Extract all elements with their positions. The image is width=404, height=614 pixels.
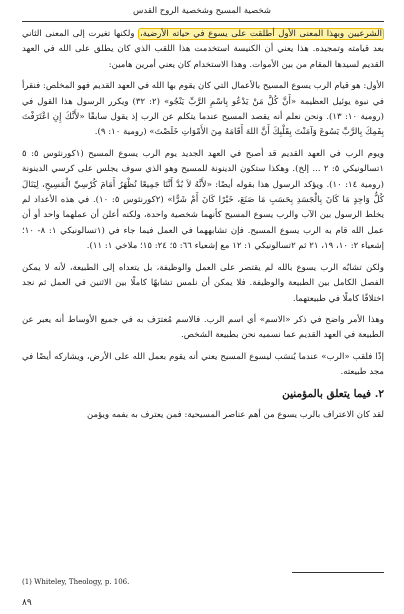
page-body [22,27,384,429]
paragraph-6: إذًا فلقب «الرب» عندما يُنسَب ليسوع المسيح يعني أنه يقوم بعمل الله على الأرض، ويشاركه أيضًا في مجد طبيعته. [22,351,384,378]
highlighted-sentence: الشرعيين وبهذا المعنى الأول أطلقت على يسوع في حياته الأرضية، [140,29,382,39]
paragraph-2: الأول: هو قيام الرب يسوع المسيح بالأعمال التي كان يقوم بها الله في العهد القديم فهو المخلص: فنقرأ في نبوة يوئيل العظيمة «أَنَّ كُلَّ مَنْ يَدْعُو بِاسْمِ الرَّبِّ يَنْجُو» (٢: ٣٢) ويكرر الرسول هذا القول في (رومية ١٠: ١٣). ونحن نعلم أنه يقصد المسيح عندما يتكلم عن الرب إذ يقول سابقًا «لأَنَّكَ إِنِ اعْتَرَفْتَ بِفَمِكَ بِالرَّبِّ يَسُوعَ وَآمَنْتَ بِقَلْبِكَ أَنَّ اللهَ أَقَامَهُ مِنَ الأَمْوَاتِ خَلَصْتَ» (رومية ١٠: ٩). [22,81,384,138]
running-header: شخصية المسيح وشخصية الروح القدس [133,6,271,16]
footnote-rule [292,572,384,573]
paragraph-3: ويوم الرب في العهد القديم قد أصبح في العهد الجديد يوم الرب يسوع المسيح (١كورنثوس ٥: ٥ ١تسالونيكي ٥: ٢ ... إلخ). وهكذا ستكون الدينونة للمسيح وهو الذي سوف يجلس على كرسي الدينونة (رومية ١٤: ١٠). ويؤكد الرسول هذا بقوله أيضًا: «لأَنَّهُ لاَ بُدَّ أَنَّنَا جَمِيعًا نُظْهَرُ أَمَامَ كُرْسِيِّ الْمَسِيحِ، لِيَنَالَ كُلُّ وَاحِدٍ مَا كَانَ بِالْجَسَدِ بِحَسَبِ مَا صَنَعَ، خَيْرًا كَانَ أَمْ شَرًّا» (٢كورنثوس ٥: ١٠). في هذه الأعداد لم يخلط الرسول بين الآب والرب يسوع المسيح كأنهما شخصية واحدة، ولكنه أعلن أن عملهما واحد أو أن عمل الله قام به الرب يسوع المسيح. فإن تشابههما في العمل فيما جاء في (١تسالونيكي ١: ٨- ١٠؛ إشعياء ٢: ١٠، ١٩، ٢١ ثم ٢تسالونيكي ١: ١٢ مع إشعياء ٦٦: ٥؛ ٢٤: ١٥؛ ملاخي ١: ١١). [22,148,385,252]
paragraph-5: وهذا الأمر واضح في ذكر «الاسم» أي اسم الرب. فالاسم مُعترَف به في جميع الأوساط أنه يعبر عن الطبيعة في العهد القديم عما نسميه نحن بطبيعة الشخص. [22,314,384,341]
paragraph-text: ولكنها تغيرت إلى المعنى الثاني بعد قيامته وتمجيده. هذا يعني أن الكنيسة استخدمت هذا اللقب الذي كان يطلق على الله في العهد القديم لسيدها المقام من بين الأموات. وهذا الاستخدام كان يعني أمرين هامين: [22,29,384,70]
header-rule [22,21,384,22]
paragraph-1 [22,27,384,73]
paragraph-7: لقد كان الاعتراف بالرب يسوع من أهم عناصر المسيحية: فمن يعترف به بفمه ويؤمن [86,409,384,420]
footnote: (1) Whiteley, Theology, p. 106. [22,578,130,586]
page-number: ٨٩ [22,598,32,608]
paragraph-4: ولكن تشابُه الرب يسوع بالله لم يقتصر على العمل والوظيفة، بل يتعداه إلى الطبيعة، لأنه لا يمكن الفصل الكامل بين الطبيعة والوظيفة. فلا يمكن أن نلمس تشابهًا كاملًا بين الاثنين في العمل ثم نجد اختلافًا كاملًا في طبيعتهما. [22,262,384,304]
section-heading: ٢. فيما يتعلق بالمؤمنين [282,387,384,400]
